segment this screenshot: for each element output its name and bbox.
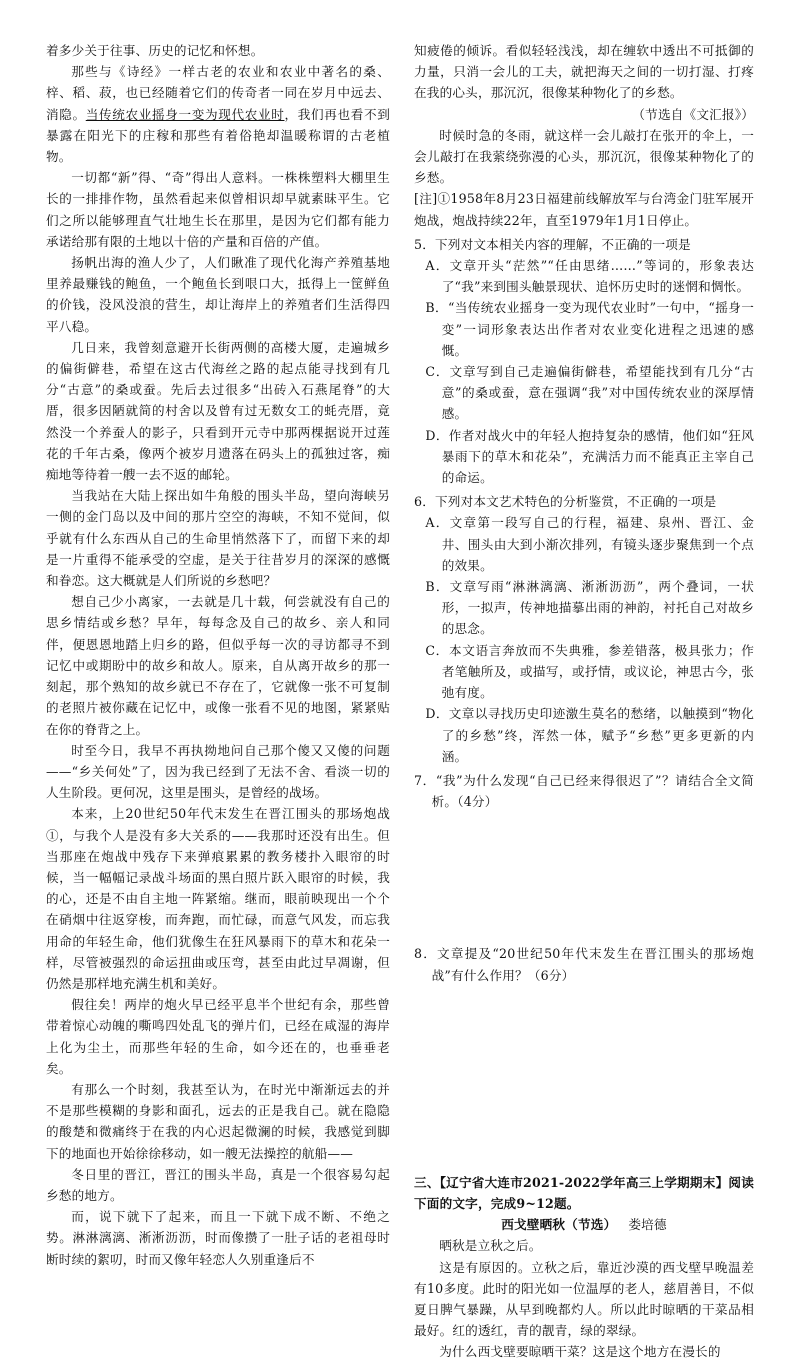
paragraph: 当我站在大陆上探出如牛角般的围头半岛，望向海峡另一侧的金门岛以及中间的那片空空的海峡，不知不觉间，似乎就有什么东西从自己的生命里悄然落下了，而留下来的却是一片重得不能承受的空虚，是关于往昔岁月的深深的感慨和眷恋。这大概就是人们所说的乡愁吧？ (46, 488, 390, 589)
paragraph (46, 61, 390, 167)
article-title (414, 1214, 754, 1235)
paragraph: 知疲倦的倾诉。看似轻轻浅浅，却在缠软中透出不可抵御的力量，只消一会儿的工夫，就把海天之间的一切打湿、打疼在我的心头，那沉沉，很像某种物化了的乡愁。 (414, 43, 754, 101)
paragraph: 这是有原因的。立秋之后，靠近沙漠的西戈壁早晚温差有10多度。此时的阳光如一位温厚的老人，慈眉善目，不似夏日脾气暴躁，从早到晚都灼人。所以此时晾晒的干菜品相最好。红的透红，青的靓青，绿的翠绿。 (414, 1259, 754, 1339)
question-5 (414, 234, 754, 488)
option-b: B．文章写雨“淋淋漓漓、淅淅沥沥”，两个叠词，一状形，一拟声，传神地描摹出雨的神韵，衬托自己对故乡的思念。 (425, 579, 754, 637)
paragraph: 时至今日，我早不再执拗地问自己那个傻又又傻的问题——“乡关何处”了，因为我已经到了无法不舍、看淡一切的人生阶段。更何况，这里是围头，是曾经的战场。 (46, 742, 390, 801)
answer-space (414, 812, 754, 940)
paragraph: 为什么西戈壁要晾晒干菜？这是这个地方在漫长的 (439, 1344, 721, 1360)
source-note: （节选自《文汇报》） (632, 106, 754, 122)
question-stem: 7．“我”为什么发现“自己已经来得很迟了”？请结合全文简析。（4分） (414, 772, 754, 810)
question-stem: 6．下列对本文艺术特色的分析鉴赏，不正确的一项是 (414, 494, 717, 510)
question-stem: 8．文章提及“20世纪50年代末发生在晋江围头的那场炮战”有什么作用？（6分） (414, 946, 754, 983)
footnote: [注]①1958年8月23日福建前线解放军与台湾金门驻军展开炮战，炮战持续22年，直至1979年1月1日停止。 (414, 191, 754, 228)
question-stem: 5．下列对文本相关内容的理解，不正确的一项是 (414, 236, 691, 252)
author-name: 娄培德 (628, 1217, 667, 1233)
paragraph: 假往矣！两岸的炮火早已经平息半个世纪有余，那些曾带着惊心动魄的嘶鸣四处乱飞的弹片们，已经在咸湿的海岸上化为尘土，而那些年轻的生命，如今还在的，也垂垂老矣。 (46, 997, 390, 1076)
underlined-sentence: 当传统农业摇身一变为现代农业时 (85, 106, 285, 122)
paragraph: 几日来，我曾刻意避开长街两侧的高楼大厦，走遍城乡的偏街僻巷，希望在这古代海丝之路的起点能寻找到有几分“古意”的桑或蚕。先后去过很多“出砖入石燕尾脊”的大厝，很多因陋就简的村舍以及曾有过无数女工的蚝壳厝，竟然没一个养蚕人的影子，只看到开元寺中那两棵据说开过莲花的千年古桑，像两个被岁月遗落在码头上的孤独过客，痴痴地等待着一艘一去不返的邮轮。 (46, 339, 390, 483)
option-b: B．“当传统农业摇身一变为现代农业时”一句中，“摇身一变”一词形象表达出作者对农业变化进程之迅速的感慨。 (425, 300, 754, 358)
paragraph: 时候时急的冬雨，就这样一会儿敲打在张开的伞上，一会儿敲打在我萦绕弥漫的心头，那沉沉，很像某种物化了的乡愁。 (414, 127, 754, 186)
paragraph: 扬帆出海的渔人少了，人们瞅准了现代化海产养殖基地里养最赚钱的鲍鱼，一个鲍鱼长到哏口大，抵得上一筐鲜鱼的价钱，没风没浪的营生，却让海岸上的养殖者们生活得四平八稳。 (46, 255, 390, 334)
paragraph: 晒秋是立秋之后。 (439, 1238, 542, 1254)
paragraph: 一切都“新”得、“奇”得出人意料。一株株塑料大棚里生长的一排排作物，虽然看起来似曾相识却早就素昧平生。它们之所以能够理直气壮地生长在那里，是因为它们都有能力承诺给那有限的土地以十倍的产量和百倍的产值。 (46, 170, 390, 249)
left-column (46, 40, 390, 1270)
answer-space (414, 986, 754, 1172)
paragraph: 冬日里的晋江，晋江的围头半岛，真是一个很容易勾起乡愁的地方。 (46, 1166, 390, 1203)
option-c: C．本文语言奔放而不失典雅，参差错落，极具张力；作者笔触所及，或描写，或抒情，或议论，神思古今，张弛有度。 (425, 642, 754, 701)
option-a: A．文章第一段写自己的行程，福建、泉州、晋江、金井、围头由大到小渐次排列，有镜头逐步聚焦到一个点的效果。 (425, 515, 754, 573)
right-column (414, 40, 754, 1363)
section-heading: 三、【辽宁省大连市2021-2022学年高三上学期期末】阅读下面的文字，完成9~12题。 (414, 1174, 754, 1211)
paragraph: 想自己少小离家，一去就是几十载，何尝就没有自己的思乡情结或乡愁？早年，每每念及自己的故乡、亲人和同伴，便恩恩地踏上归乡的路，但似乎每一次的寻访都寻不到记忆中或期盼中的故乡和故人。原来，自从离开故乡的那一刻起，那个熟知的故乡就已不存在了，它就像一张不可复制的老照片被你藏在记忆中，或像一张看不见的地图，紧紧贴在你的脊背之上。 (46, 594, 390, 737)
paragraph: 着多少关于往事、历史的记忆和怀想。 (46, 43, 264, 58)
text-span: 那些与《诗经》一样古老的农业和农业中著名的桑、梓、稻、菽，也已经随着它们的传奇者一同在岁月中远去、消隐。 (46, 64, 390, 122)
question-6 (414, 491, 754, 767)
option-d: D．文章以寻找历史印迹激生莫名的愁绪，以触摸到“物化了的乡愁”终，浑然一体，赋予“乡愁”更多更新的内涵。 (425, 706, 754, 764)
text-span: ，我们再也看不到暴露在阳光下的庄稼和那些有着俗艳却温暖称谓的古老植物。 (46, 106, 390, 165)
paragraph: 而，说下就下了起来，而且一下就下成不断、不绝之势。淋淋漓漓、淅淅沥沥，时而像攒了一肚子话的老祖母时断时续的絮叨，时而又像年轻恋人久别重逢后不 (46, 1209, 390, 1267)
question-8 (414, 943, 754, 985)
title-text: 西戈壁晒秋（节选） (501, 1217, 617, 1233)
option-a: A．文章开头“茫然”“任由思绪……”等词的，形象表达了“我”来到围头触景现状、追怀历史时的迷惘和惆怅。 (425, 258, 754, 295)
paragraph: 有那么一个时刻，我甚至认为，在时光中渐渐远去的并不是那些模糊的身影和面孔，远去的正是我自己。就在隐隐的酸楚和微痛终于在我的内心迟起微澜的时候，我感觉到脚下的地面也开始徐徐移动，如一艘无法操控的航船—— (46, 1081, 390, 1161)
paragraph: 本来，上20世纪50年代末发生在晋江围头的那场炮战①，与我个人是没有多大关系的——我那时还没有出生。但当那座在炮战中残存下来弹痕累累的教务楼扑入眼帘的时候，当一幅幅记录战斗场面的黑白照片跃入眼帘的时候，我的心，还是不由自主地一阵紧缩。继而，眼前映现出一个个在硝烟中往返穿梭，而奔跑，而忙碌，而意气风发，而忘我用命的年轻生命，他们犹像生在狂风暴雨下的草木和花朵一样，尽管被强烈的命运扭曲或压弯，甚至由此过早凋谢，但仍然是那样地充满生机和美好。 (46, 806, 390, 991)
option-d: D．作者对战火中的年轻人抱持复杂的感情，他们如“狂风暴雨下的草木和花朵”，充满活力而不能真正主宰自己的命运。 (425, 427, 754, 486)
option-c: C．文章写到自己走遍偏街僻巷，希望能找到有几分“古意”的桑或蚕，意在强调“我”对中国传统农业的深厚情感。 (425, 364, 754, 422)
question-7 (414, 770, 754, 812)
